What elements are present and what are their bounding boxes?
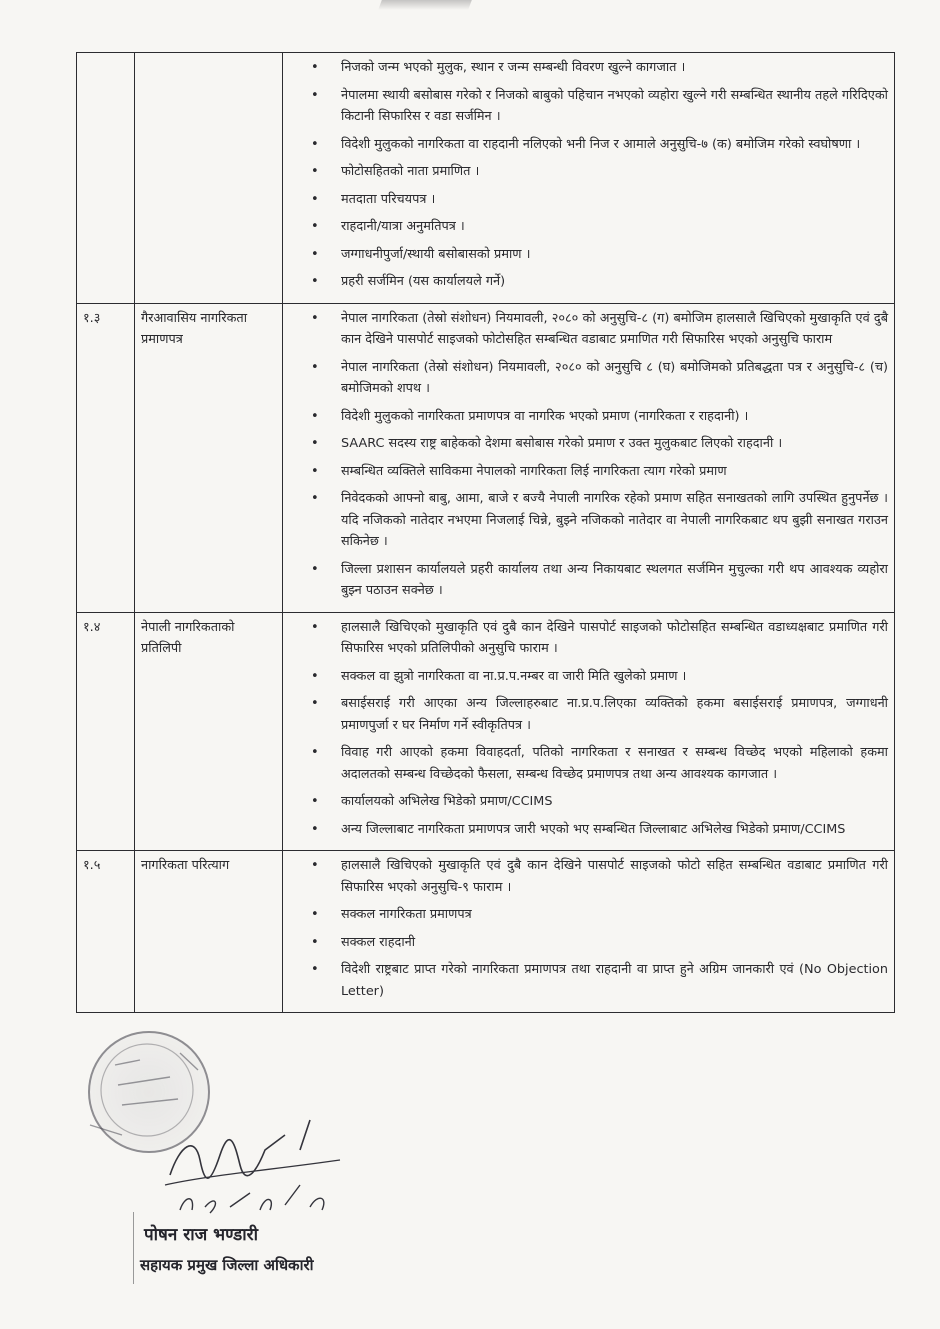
list-item [311, 189, 888, 211]
signer-name: पोषन राज भण्डारी [144, 1225, 259, 1245]
list-item-text: विवाह गरी आएको हकमा विवाहदर्ता, पतिको नागरिकता र सनाखत र सम्बन्ध विच्छेद भएको महिलाको हकमा अदालतको सम्बन्ध विच्छेदको फैसला, सम्बन्ध विच्छेद प्रमाणपत्र तथा अन्य आवश्यक कागजात । [341, 745, 888, 782]
list-item-text: कार्यालयको अभिलेख भिडेको प्रमाण/CCIMS [341, 794, 553, 809]
list-item [311, 461, 888, 483]
table-row [77, 53, 895, 304]
bullet-icon: • [311, 219, 319, 234]
list-item-text: हालसालै खिचिएको मुखाकृति एवं दुबै कान देखिने पासपोर्ट साइजको फोटोसहित सम्बन्धित वडाध्यक्षबाट प्रमाणित गरी सिफारिस भएको प्रतिलिपीको अनुसुचि फाराम । [341, 619, 888, 656]
serial-number-cell [77, 53, 135, 304]
bullet-icon: • [311, 858, 319, 873]
list-item-text: विदेशी मुलुकको नागरिकता वा राहदानी नलिएको भनी निज र आमाले अनुसुचि-७ (क) बमोजिम गरेको स्वघोषणा । [341, 136, 861, 152]
bullet-icon: • [311, 408, 319, 424]
list-item [311, 216, 888, 238]
bullet-icon: • [311, 87, 319, 103]
list-item-text: सक्कल राहदानी [341, 934, 416, 950]
list-item-text: विदेशी राष्ट्रबाट प्राप्त गरेको नागरिकता प्रमाणपत्र तथा राहदानी वा प्राप्त हुने अग्रिम जानकारी एवं (No Objection Letter) [341, 962, 888, 999]
list-item [311, 406, 888, 428]
bullet-icon: • [311, 696, 319, 711]
bullet-icon: • [311, 561, 319, 577]
list-item [311, 791, 888, 813]
bullet-icon: • [311, 907, 319, 922]
list-item [311, 693, 888, 736]
service-title-cell: गैरआवासिय नागरिकता प्रमाणपत्र [135, 303, 283, 612]
list-item [311, 357, 888, 400]
table-row [77, 851, 895, 1013]
service-title-cell [135, 53, 283, 304]
service-title-cell: नेपाली नागरिकताको प्रतिलिपी [135, 612, 283, 851]
bullet-icon: • [311, 745, 319, 760]
requirements-cell [283, 53, 895, 304]
list-item-text: नेपाल नागरिकता (तेस्रो संशोधन) नियमावली, २०८० को अनुसुचि-८ (ग) बमोजिम हालसालै खिचिएको मुखाकृति एवं दुबै कान देखिने पासपोर्ट साइजको फोटोसहित सम्बन्धित वडाबाट प्रमाणित गरी सिफारिस भएको अनुसुचि फाराम [341, 310, 888, 347]
bullet-icon: • [311, 359, 319, 375]
list-item [311, 134, 888, 156]
bullet-icon: • [311, 619, 319, 635]
bullet-icon: • [311, 436, 319, 451]
list-item-text: प्रहरी सर्जमिन (यस कार्यालयले गर्ने) [341, 274, 506, 289]
list-item [311, 433, 888, 455]
bullet-icon: • [311, 246, 319, 262]
serial-number-cell: १.५ [77, 851, 135, 1013]
list-item-text: नेपाल नागरिकता (तेस्रो संशोधन) नियमावली, २०८० को अनुसुचि ८ (घ) बमोजिमको प्रतिबद्धता पत्र र अनुसुचि-८ (च) बमोजिमको शपथ । [341, 359, 888, 396]
list-item [311, 488, 888, 553]
list-item-text: राहदानी/यात्रा अनुमतिपत्र । [341, 219, 465, 234]
handwritten-signature [150, 1115, 350, 1225]
bullet-icon: • [311, 274, 319, 289]
list-item [311, 85, 888, 128]
list-item-text: विदेशी मुलुकको नागरिकता प्रमाणपत्र वा नागरिक भएको प्रमाण (नागरिकता र राहदानी) । [341, 408, 749, 424]
requirements-table [76, 52, 895, 1013]
list-item-text: जिल्ला प्रशासन कार्यालयले प्रहरी कार्यालय तथा अन्य निकायबाट स्थलगत सर्जमिन मुचुल्का गरी थप आवश्यक व्यहोरा बुझ्न पठाउन सक्नेछ । [341, 561, 888, 598]
requirements-list [289, 617, 888, 841]
list-item [311, 959, 888, 1002]
list-item-text: सक्कल वा झुत्रो नागरिकता वा ना.प्र.प.नम्बर वा जारी मिति खुलेको प्रमाण । [341, 668, 687, 684]
list-item [311, 271, 888, 293]
list-item-text: फोटोसहितको नाता प्रमाणित । [341, 164, 480, 179]
bullet-icon: • [311, 668, 319, 684]
bullet-icon: • [311, 136, 319, 152]
bullet-icon: • [311, 934, 319, 950]
list-item [311, 559, 888, 602]
list-item [311, 932, 888, 954]
list-item-text: बसाईसराई गरी आएका अन्य जिल्लाहरुबाट ना.प्र.प.लिएका व्यक्तिको हकमा बसाईसराई प्रमाणपत्र, जग्गाधनी प्रमाणपुर्जा र घर निर्माण गर्ने स्वीकृतिपत्र । [341, 696, 888, 733]
list-item-text: निवेदकको आफ्नो बाबु, आमा, बाजे र बज्यै नेपाली नागरिक रहेको प्रमाण सहित सनाखतको लागि उपस्थित हुनुपर्नेछ । यदि नजिकको नातेदार नभएमा निजलाई चिन्ने, बुझ्ने नजिकको नातेदार वा नेपाली नागरिकबाट थप बुझी सनाखत गराउन सकिनेछ । [341, 491, 888, 549]
table-row [77, 303, 895, 612]
requirements-list [289, 308, 888, 602]
scan-edge-shadow [378, 0, 472, 10]
bullet-icon: • [311, 463, 319, 479]
bullet-icon: • [311, 491, 319, 506]
list-item [311, 57, 888, 79]
list-item-text: नेपालमा स्थायी बसोबास गरेको र निजको बाबुको पहिचान नभएको व्यहोरा खुल्ने गरी सम्बन्धित स्थानीय तहले गरिदिएको किटानी सिफारिस र वडा सर्जमिन । [341, 87, 888, 124]
list-item [311, 855, 888, 898]
list-item-text: सक्कल नागरिकता प्रमाणपत्र [341, 907, 472, 922]
signer-designation: सहायक प्रमुख जिल्ला अधिकारी [140, 1256, 314, 1274]
bullet-icon: • [311, 60, 319, 75]
list-item [311, 244, 888, 266]
serial-number-cell: १.३ [77, 303, 135, 612]
list-item [311, 308, 888, 351]
list-item [311, 666, 888, 688]
list-item-text: निजको जन्म भएको मुलुक, स्थान र जन्म सम्बन्धी विवरण खुल्ने कागजात । [341, 60, 686, 75]
requirements-cell [283, 612, 895, 851]
signature-divider [133, 1212, 134, 1284]
bullet-icon: • [311, 794, 319, 809]
requirements-list [289, 855, 888, 1002]
list-item [311, 904, 888, 926]
table-row [77, 612, 895, 851]
list-item [311, 161, 888, 183]
bullet-icon: • [311, 191, 319, 207]
list-item [311, 742, 888, 785]
serial-number-cell: १.४ [77, 612, 135, 851]
list-item-text: हालसालै खिचिएको मुखाकृति एवं दुबै कान देखिने पासपोर्ट साइजको फोटो सहित सम्बन्धित वडाबाट प्रमाणित गरी सिफारिस भएको अनुसुचि-९ फाराम । [341, 858, 888, 895]
requirements-list [289, 57, 888, 293]
list-item [311, 819, 888, 841]
list-item-text: मतदाता परिचयपत्र । [341, 191, 436, 207]
list-item-text: अन्य जिल्लाबाट नागरिकता प्रमाणपत्र जारी भएको भए सम्बन्धित जिल्लाबाट अभिलेख भिडेको प्रमाण/CCIMS [341, 821, 846, 837]
bullet-icon: • [311, 164, 319, 179]
service-title-cell: नागरिकता परित्याग [135, 851, 283, 1013]
bullet-icon: • [311, 821, 319, 837]
requirements-cell [283, 303, 895, 612]
list-item-text: SAARC सदस्य राष्ट्र बाहेकको देशमा बसोबास गरेको प्रमाण र उक्त मुलुकबाट लिएको राहदानी । [341, 436, 783, 451]
requirements-cell [283, 851, 895, 1013]
list-item-text: जग्गाधनीपुर्जा/स्थायी बसोबासको प्रमाण । [341, 246, 531, 262]
list-item [311, 617, 888, 660]
bullet-icon: • [311, 962, 319, 977]
list-item-text: सम्बन्धित व्यक्तिले साविकमा नेपालको नागरिकता लिई नागरिकता त्याग गरेको प्रमाण [341, 463, 727, 479]
bullet-icon: • [311, 310, 319, 326]
